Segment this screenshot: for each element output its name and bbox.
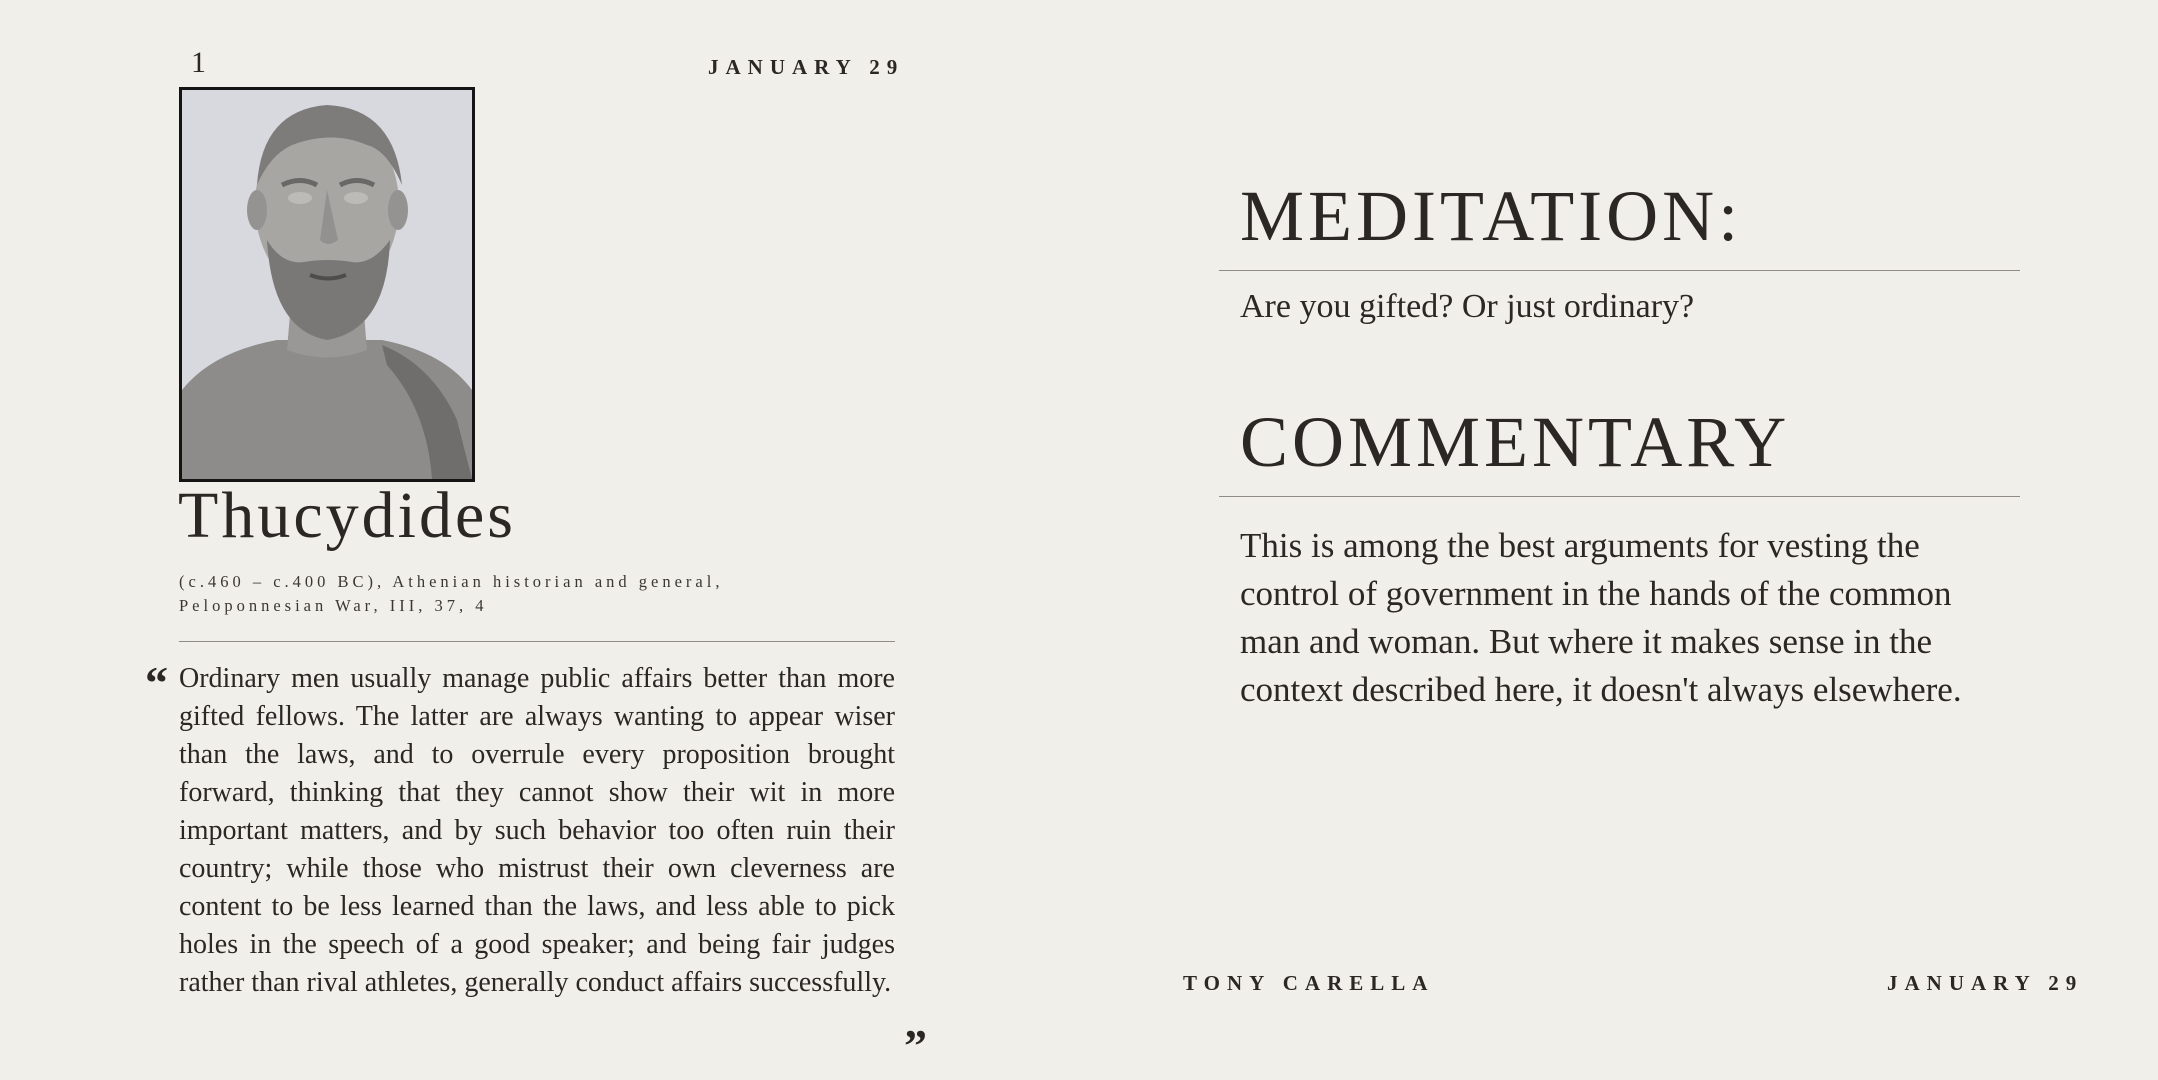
divider <box>179 641 895 642</box>
quote-text: Ordinary men usually manage public affairs better than more gifted fellows. The latter are always wanting to appear wiser than the laws, and to overrule every proposition brought forward, thinking that they cannot show their wit in more important matters, and by such behavior too often ruin their country; while those who mistrust their own cleverness are content to be less learned than the laws, and less able to pick holes in the speech of a good speaker; and being fair judges rather than rival athletes, generally conduct affairs successfully. <box>179 663 895 998</box>
commentary-text: This is among the best arguments for vesting the control of government in the hands of the common man and woman. But where it makes sense in the context described here, it doesn't always elsewhere. <box>1240 526 1962 709</box>
divider <box>1219 496 2020 497</box>
commentary-heading: COMMENTARY <box>1240 402 1791 482</box>
meditation-text: Are you gifted? Or just ordinary? <box>1240 288 1695 325</box>
divider <box>1219 270 2020 271</box>
author-portrait <box>179 87 475 482</box>
author-meta-line2: Peloponnesian War, III, 37, 4 <box>179 596 488 615</box>
page-number: 1 <box>191 46 206 79</box>
author-meta-line1: (c.460 – c.400 BC), Athenian historian and general, <box>179 572 724 591</box>
meditation-heading: MEDITATION: <box>1240 176 1743 256</box>
close-quote-mark: ” <box>904 1020 927 1071</box>
author-meta <box>179 570 899 618</box>
footer-author: TONY CARELLA <box>1183 971 1435 995</box>
author-name: Thucydides <box>178 479 516 552</box>
header-date: JANUARY 29 <box>708 55 905 79</box>
footer-date: JANUARY 29 <box>1887 971 2084 995</box>
bust-illustration <box>182 90 472 479</box>
open-quote-mark: “ <box>145 657 168 708</box>
